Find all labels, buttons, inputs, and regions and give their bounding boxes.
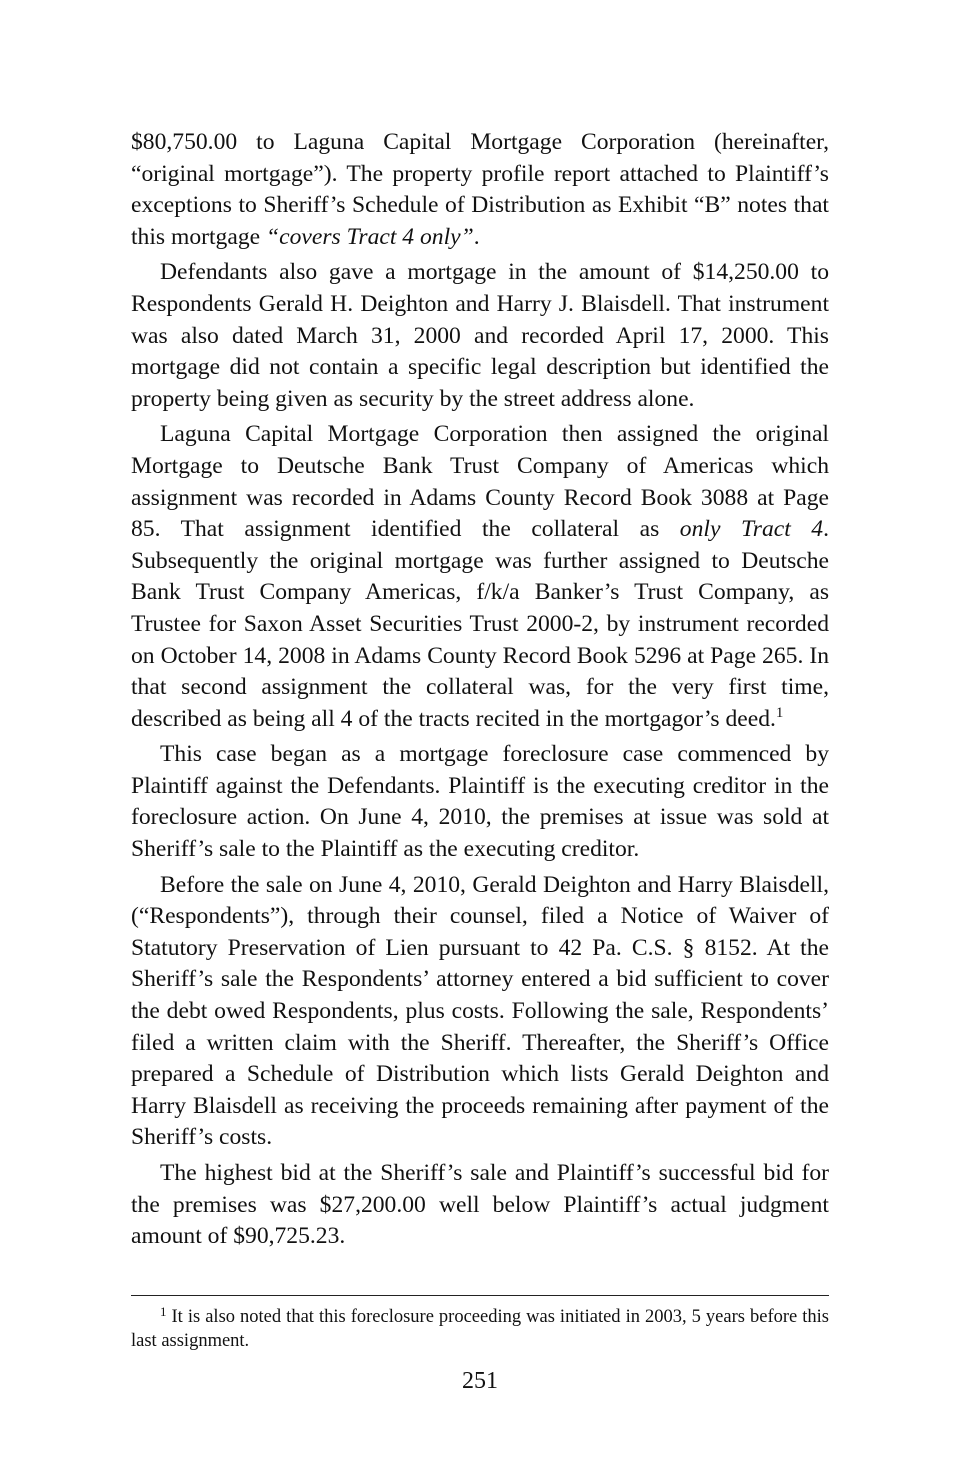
paragraph-3-emphasis: only Tract 4 [679, 516, 824, 543]
paragraph-3-text: Laguna Capital Mortgage Corporation then assigned the original Mortgage to Deutsche Bank Trust Company of Americas which assignment was recorded in Adams County Record Book 3088 at Page 85. That assignment identified the collateral as [131, 421, 829, 543]
paragraph-6: The highest bid at the Sheriff’s sale and Plaintiff’s successful bid for the premises was $27,200.00 well below Plaintiff’s actual judgment amount of $90,725.23. [131, 1160, 829, 1250]
footnote-mark: 1 [160, 1304, 167, 1319]
paragraph-2: Defendants also gave a mortgage in the amount of $14,250.00 to Respondents Gerald H. Deighton and Harry J. Blaisdell. That instrument was also dated March 31, 2000 and recorded April 17, 2000. This mortgage did not contain a specific legal description but identified the property being given as security by the street address alone. [131, 259, 829, 412]
paragraph-1-end: . [473, 223, 480, 250]
footnote-reference[interactable]: 1 [775, 704, 784, 721]
paragraph-3-rest: . Subsequently the original mortgage was further assigned to Deutsche Bank Trust Company Americas, f/k/a Banker’s Trust Company, as Trustee for Saxon Asset Securities Trust 2000-2, by instrument recorded on October 14, 2008 in Adams County Record Book 5296 at Page 265. In that second assignment the collateral was, for the very first time, described as being all 4 of the tracts recited in the mortgagor’s deed. [131, 516, 829, 732]
footnote-divider [131, 1295, 829, 1296]
footnote-text: It is also noted that this foreclosure proceeding was initiated in 2003, 5 years before this last assignment. [131, 1307, 829, 1351]
paragraph-1 [131, 127, 829, 253]
page-body [131, 127, 829, 1253]
paragraph-5: Before the sale on June 4, 2010, Gerald Deighton and Harry Blaisdell, (“Respondents”), through their counsel, filed a Notice of Waiver of Statutory Preservation of Lien pursuant to 42 Pa. C.S. § 8152. At the Sheriff’s sale the Respondents’ attorney entered a bid sufficient to cover the debt owed Respondents, plus costs. Following the sale, Respondents’ filed a written claim with the Sheriff. Thereafter, the Sheriff’s Office prepared a Schedule of Distribution which lists Gerald Deighton and Harry Blaisdell as receiving the proceeds remaining after payment of the Sheriff’s costs. [131, 871, 829, 1151]
paragraph-1-quote: “covers Tract 4 only” [265, 223, 474, 250]
footnote [131, 1305, 829, 1353]
page-number: 251 [462, 1368, 498, 1394]
paragraph-1-text: $80,750.00 to Laguna Capital Mortgage Corporation (hereinafter, “original mortgage”). The property profile report attached to Plaintiff’s exceptions to Sheriff’s Schedule of Distribution as Exhibit “B” notes that this mortgage [131, 129, 829, 250]
paragraph-4: This case began as a mortgage foreclosure case commenced by Plaintiff against the Defendants. Plaintiff is the executing creditor in the foreclosure action. On June 4, 2010, the premises at issue was sold at Sheriff’s sale to the Plaintiff as the executing creditor. [131, 741, 829, 863]
paragraph-3 [131, 419, 829, 735]
